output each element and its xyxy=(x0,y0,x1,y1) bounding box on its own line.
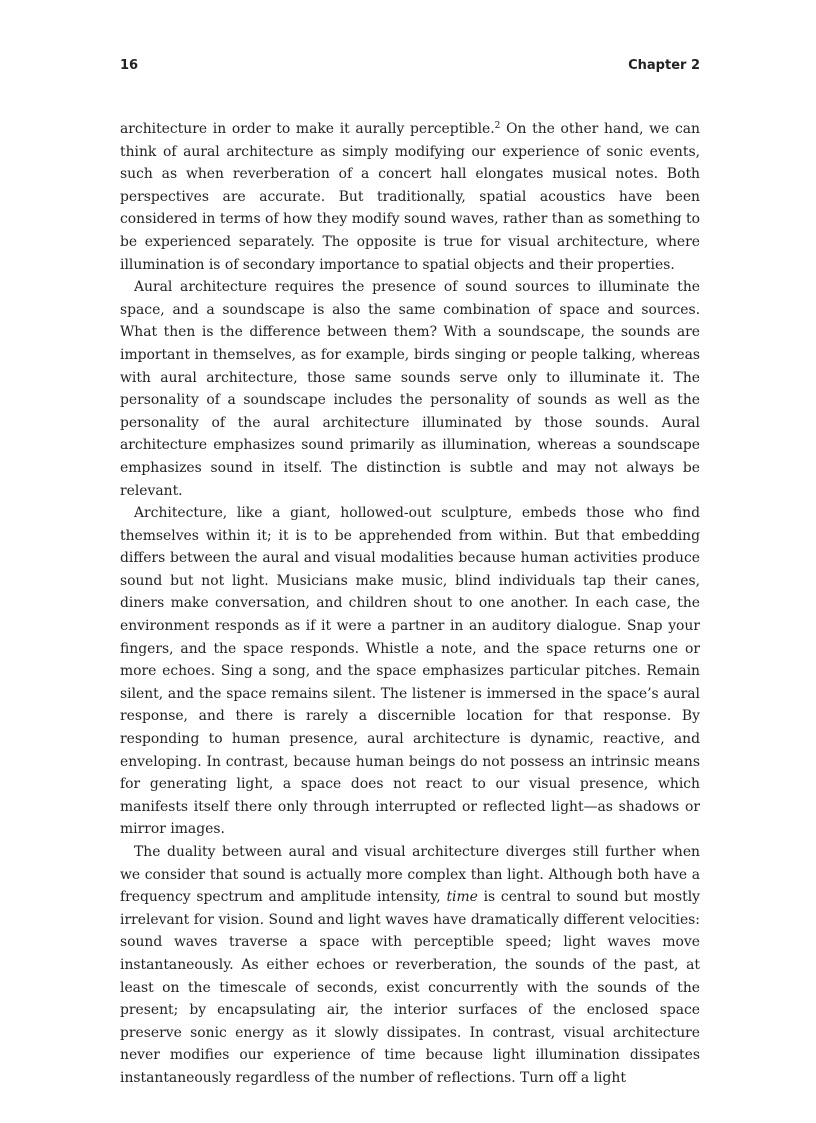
paragraph-3: Architecture, like a giant, hollowed-out sculpture, embeds those who find themselves within it; it is to be apprehended from within. But that embedding differs between the aural and visual modalities because human activities produce sound but not light. Musicians make music, blind individuals tap their canes, diners make conversation, and children shout to one another. In each case, the environment responds as if it were a partner in an auditory dialogue. Snap your fingers, and the space responds. Whistle a note, and the space returns one or more echoes. Sing a song, and the space emphasizes particular pitches. Remain silent, and the space remains silent. The listener is immersed in the space’s aural response, and there is rarely a discernible location for that response. By responding to human presence, aural architecture is dynamic, reactive, and enveloping. In contrast, because human beings do not possess an intrinsic means for generating light, a space does not react to our visual presence, which manifests itself there only through interrupted or reflected light—as shadows or mirror images. xyxy=(120,505,700,838)
chapter-title: Chapter 2 xyxy=(628,58,700,73)
running-head xyxy=(120,58,700,78)
paragraph-1-text-a: architecture in order to make it aurally perceptible. xyxy=(120,121,495,137)
paragraph-1-text-b: On the other hand, we can think of aural architecture as simply modifying our experience of sonic events, such as when reverberation of a concert hall elongates musical notes. Both perspectives are accurate. But traditionally, spatial acoustics have been considered in terms of how they modify sound waves, rather than as something to be experienced separately. The opposite is true for visual architecture, where illumination is of secondary importance to spatial objects and their properties. xyxy=(120,121,700,273)
body-text xyxy=(120,118,700,1090)
footnote-reference: 2 xyxy=(494,121,501,131)
paragraph-4-text-b: is central to sound but mostly irrelevant for vision. Sound and light waves have dramatically different velocities: sound waves traverse a space with perceptible speed; light waves move instantaneously. As either echoes or reverberation, the sounds of the past, at least on the timescale of seconds, exist concurrently with the sounds of the present; by encapsulating air, the interior surfaces of the enclosed space preserve sonic energy as it slowly dissipates. In contrast, visual architecture never modifies our experience of time because light illumination dissipates instantaneously regardless of the number of reflections. Turn off a light xyxy=(120,889,700,1086)
emphasis-time: time xyxy=(446,889,478,906)
paragraph-4 xyxy=(120,841,700,1090)
paragraph-4-text-a: The duality between aural and visual architecture diverges still further when we consider that sound is actually more complex than light. Although both have a frequency spectrum and amplitude intensity, xyxy=(120,844,700,906)
paragraph-2: Aural architecture requires the presence of sound sources to illuminate the space, and a soundscape is also the same combination of space and sources. What then is the difference between them? With a soundscape, the sounds are important in themselves, as for example, birds singing or people talking, whereas with aural architecture, those same sounds serve only to illuminate it. The personality of a soundscape includes the personality of sounds as well as the personality of the aural architecture illuminated by those sounds. Aural architecture emphasizes sound primarily as illumination, whereas a soundscape emphasizes sound in itself. The distinction is subtle and may not always be relevant. xyxy=(120,279,700,499)
page-number: 16 xyxy=(120,58,139,73)
paragraph-1 xyxy=(120,118,700,276)
